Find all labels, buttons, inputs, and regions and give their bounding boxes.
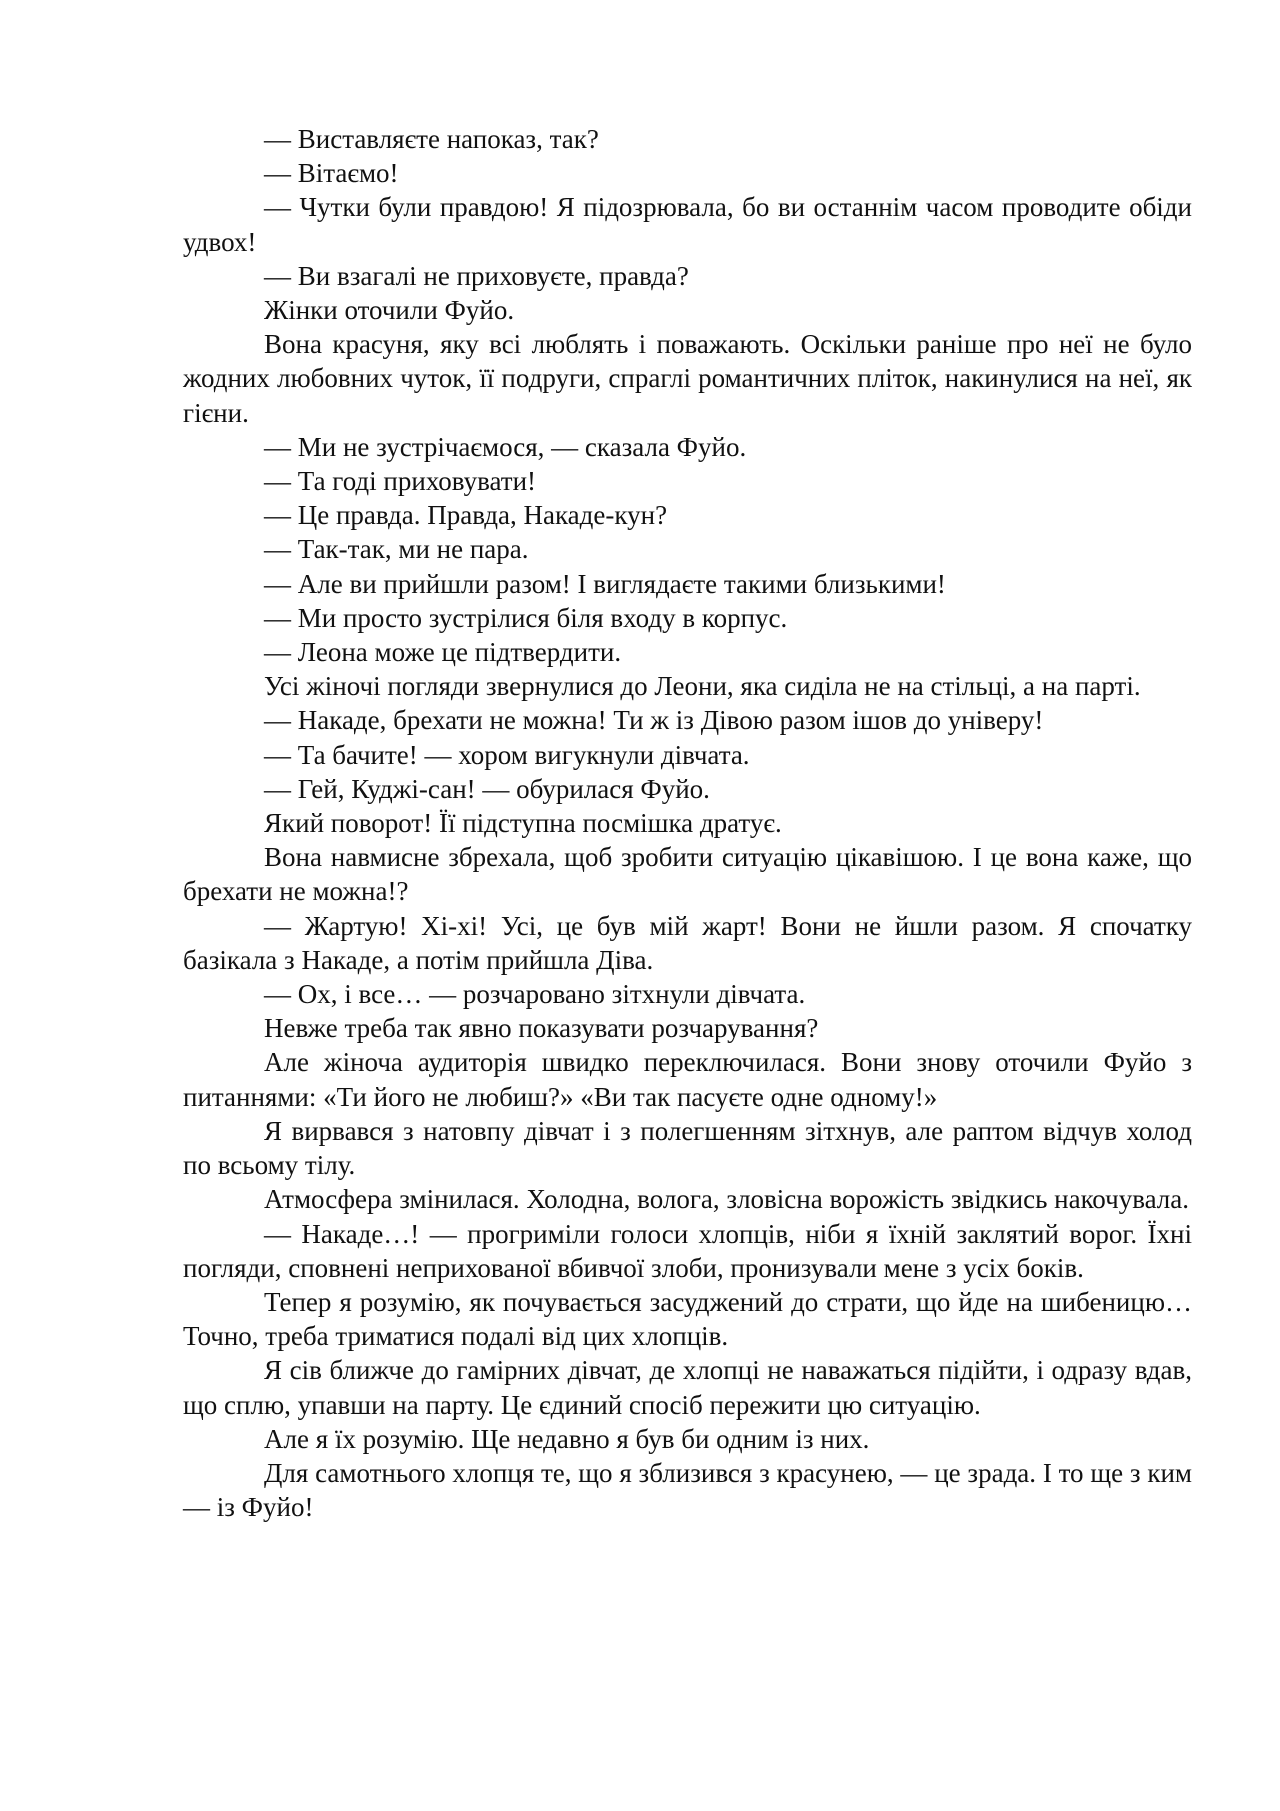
paragraph: — Гей, Куджі-сан! — обурилася Фуйо. [264,773,710,804]
paragraph: — Жартую! Хі-хі! Усі, це був мій жарт! Вони не йшли разом. Я спочатку базікала з Накаде, а потім прийшла Діва. [183,910,1192,975]
paragraph: Тепер я розумію, як почувається засуджений до страти, що йде на шибеницю… Точно, треба триматися подалі від цих хлопців. [183,1286,1192,1352]
paragraph: — Та годі приховувати! [264,466,537,497]
paragraph: — Накаде…! — прогриміли голоси хлопців, ніби я їхній заклятий ворог. Їхні погляди, сповнені неприхованої вбивчої злоби, пронизували мене з усіх боків. [183,1218,1192,1283]
paragraph: — Чутки були правдою! Я підозрювала, бо ви останнім часом проводите обіди удвох! [183,192,1192,257]
paragraph: — Накаде, брехати не можна! Ти ж із Дівою разом ішов до універу! [264,705,1044,736]
paragraph: — Ми просто зустрілися біля входу в корпус. [264,602,788,633]
paragraph: Вона навмисне збрехала, щоб зробити ситуацію цікавішою. І це вона каже, що брехати не можна!? [183,842,1192,907]
paragraph: Невже треба так явно показувати розчарування? [264,1013,819,1044]
paragraph: Я сів ближче до гамірних дівчат, де хлопці не наважаться підійти, і одразу вдав, що сплю, упавши на парту. Це єдиний спосіб пережити цю ситуацію. [183,1355,1192,1420]
paragraph: — Це правда. Правда, Накаде-кун? [264,500,668,531]
paragraph: Атмосфера змінилася. Холодна, волога, зловісна ворожість звідкись накочувала. [264,1184,1190,1215]
paragraph: — Ох, і все… — розчаровано зітхнули дівчата. [264,979,806,1010]
paragraph: — Виставляєте напоказ, так? [264,124,599,154]
paragraph: Жінки оточили Фуйо. [264,295,515,326]
paragraph: Вона красуня, яку всі люблять і поважають. Оскільки раніше про неї не було жодних любовних чуток, її подруги, спраглі романтичних пліток, накинулися на неї, як гієни. [183,329,1192,428]
paragraph: — Леона може це підтвердити. [264,637,622,668]
paragraph: — Та бачите! — хором вигукнули дівчата. [264,739,750,770]
paragraph: Для самотнього хлопця те, що я зблизився з красунею, — це зрада. І то ще з ким — із Фуйо! [183,1457,1192,1523]
paragraph: Усі жіночі погляди звернулися до Леони, яка сиділа не на стільці, а на парті. [264,671,1141,702]
paragraph: — Так-так, ми не пара. [264,534,529,565]
paragraph: — Ми не зустрічаємося, — сказала Фуйо. [264,431,747,462]
paragraph: — Вітаємо! [264,158,399,189]
paragraph: — Ви взагалі не приховуєте, правда? [264,260,689,291]
paragraph: — Але ви прийшли разом! І виглядаєте такими близькими! [264,568,946,599]
paragraph: Але жіноча аудиторія швидко переключилася. Вони знову оточили Фуйо з питаннями: «Ти його не любиш?» «Ви так пасуєте одне одному!» [183,1047,1192,1112]
paragraph: Я вирвався з натовпу дівчат і з полегшенням зітхнув, але раптом відчув холод по всьому тілу. [183,1115,1192,1181]
body-text [183,122,1192,1524]
paragraph: Який поворот! Її підступна посмішка дратує. [264,808,782,839]
paragraph: Але я їх розумію. Ще недавно я був би одним із них. [264,1423,870,1454]
